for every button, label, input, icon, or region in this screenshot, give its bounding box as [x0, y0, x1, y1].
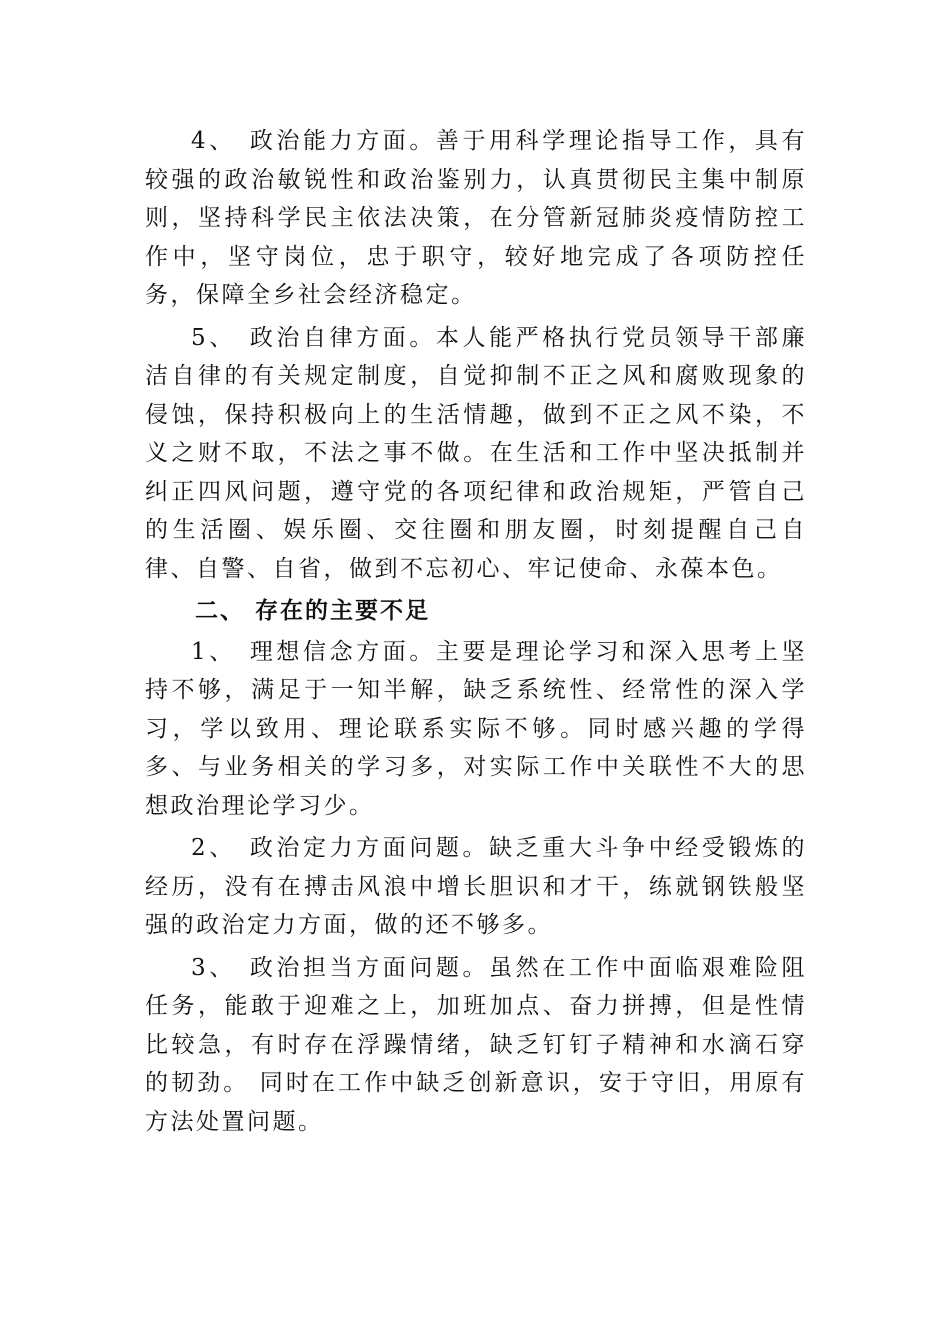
paragraph-4 — [145, 122, 807, 315]
paragraph-number: 3、 — [191, 954, 236, 981]
paragraph-text: 政治能力方面。善于用科学理论指导工作，具有较强的政治敏锐性和政治鉴别力，认真贯彻民主集中制原则，坚持科学民主依法决策，在分管新冠肺炎疫情防控工作中，坚守岗位，忠于职守，较好地完成了各项防控任务，保障全乡社会经济稳定。 — [145, 128, 808, 308]
paragraph-5 — [145, 319, 807, 589]
paragraph-3 — [145, 949, 807, 1142]
paragraph-text: 理想信念方面。主要是理论学习和深入思考上坚持不够，满足于一知半解，缺乏系统性、经常性的深入学习，学以致用、理论联系实际不够。同时感兴趣的学得多、与业务相关的学习多，对实际工作中关联性不大的思想政治理论学习少。 — [145, 638, 808, 819]
document-body — [145, 122, 807, 1141]
paragraph-number: 5、 — [191, 324, 236, 351]
paragraph-text: 政治担当方面问题。虽然在工作中面临艰难险阻任务，能敢于迎难之上，加班加点、奋力拼搏，但是性情比较急，有时存在浮躁情绪，缺乏钉钉子精神和水滴石穿的韧劲。 — [145, 954, 808, 1096]
paragraph-1 — [145, 633, 807, 826]
paragraph-text: 政治定力方面问题。缺乏重大斗争中经受锻炼的经历，没有在搏击风浪中增长胆识和才干，练就钢铁般坚强的政治定力方面，做的还不够多。 — [145, 835, 808, 938]
section-heading: 二、 存在的主要不足 — [195, 598, 431, 624]
paragraph-2 — [145, 829, 807, 945]
paragraph-text: 政治自律方面。本人能严格执行党员领导干部廉洁自律的有关规定制度，自觉抑制不正之风和腐败现象的侵蚀，保持积极向上的生活情趣，做到不正之风不染，不义之财不取，不法之事不做。在生活和工作中坚决抵制并纠正四风问题，遵守党的各项纪律和政治规矩，严管自己的生活圈、娱乐圈、交往圈和朋友圈，时刻提醒自己自律、自警、自省，做到不忘初心、牢记使命、永葆本色。 — [145, 324, 808, 582]
paragraph-number: 1、 — [191, 638, 236, 665]
paragraph-number: 4、 — [191, 128, 236, 154]
paragraph-number: 2、 — [191, 835, 236, 861]
paragraph-continuation: 同时在工作中缺乏创新意识，安于守旧，用原有方法处置问题。 — [145, 1070, 808, 1135]
